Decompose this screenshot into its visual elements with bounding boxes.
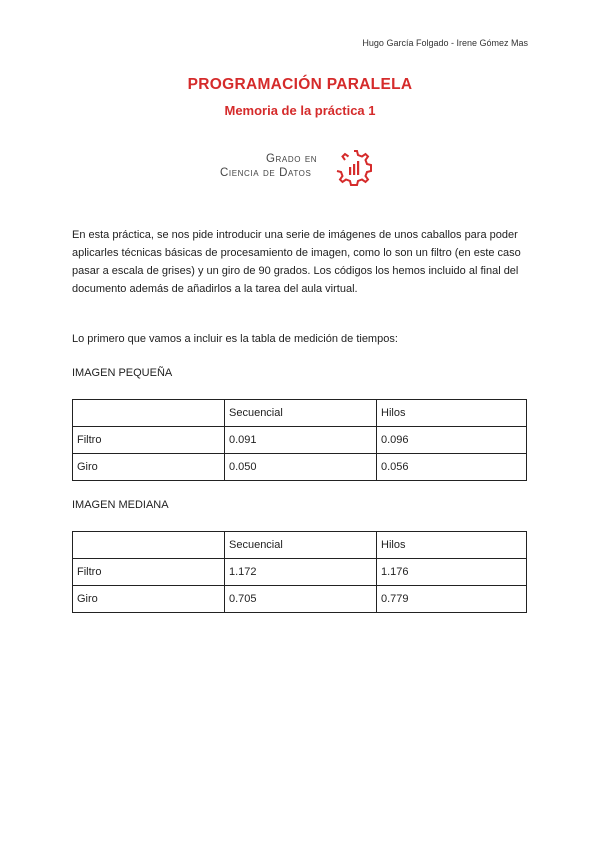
degree-logo	[220, 146, 380, 192]
table-cell: Hilos	[377, 532, 527, 559]
table-cell: 0.056	[377, 454, 527, 481]
table-cell: 0.050	[225, 454, 377, 481]
document-title: PROGRAMACIÓN PARALELA	[187, 76, 413, 93]
table-header-row	[73, 400, 527, 427]
table-row	[73, 586, 527, 613]
gear-chart-icon	[332, 146, 376, 190]
document-subtitle: Memoria de la práctica 1	[224, 103, 376, 118]
table-cell: 0.091	[225, 427, 377, 454]
table-cell: 0.096	[377, 427, 527, 454]
table-cell: 0.705	[225, 586, 377, 613]
table-cell: 0.779	[377, 586, 527, 613]
small-image-table	[72, 399, 527, 481]
table-cell: Giro	[73, 586, 225, 613]
table-cell: Giro	[73, 454, 225, 481]
table-cell: Secuencial	[225, 400, 377, 427]
table-row	[73, 454, 527, 481]
table-cell	[73, 400, 225, 427]
medium-image-label: IMAGEN MEDIANA	[72, 499, 169, 511]
table-cell: Filtro	[73, 427, 225, 454]
table-cell	[73, 532, 225, 559]
table-cell: Filtro	[73, 559, 225, 586]
small-image-label: IMAGEN PEQUEÑA	[72, 367, 173, 379]
authors-header: Hugo García Folgado - Irene Gómez Mas	[362, 38, 528, 48]
table-cell: Secuencial	[225, 532, 377, 559]
table-row	[73, 559, 527, 586]
logo-line-1: Grado en	[266, 153, 318, 165]
table-cell: 1.172	[225, 559, 377, 586]
table-row	[73, 427, 527, 454]
table-cell: Hilos	[377, 400, 527, 427]
logo-text	[220, 152, 317, 180]
lead-paragraph: Lo primero que vamos a incluir es la tabla de medición de tiempos:	[72, 333, 398, 345]
table-cell: 1.176	[377, 559, 527, 586]
table-header-row	[73, 532, 527, 559]
medium-image-table	[72, 531, 527, 613]
intro-paragraph: En esta práctica, se nos pide introducir una serie de imágenes de unos caballos para poder aplicarles técnicas básicas de procesamiento de imagen, como lo son un filtro (en este caso pasar a escala de grises) y un giro de 90 grados. Los códigos los hemos incluido al final del documento además de añadirlos a la tarea del aula virtual.	[72, 229, 521, 295]
logo-line-2: Ciencia de Datos	[220, 167, 312, 179]
